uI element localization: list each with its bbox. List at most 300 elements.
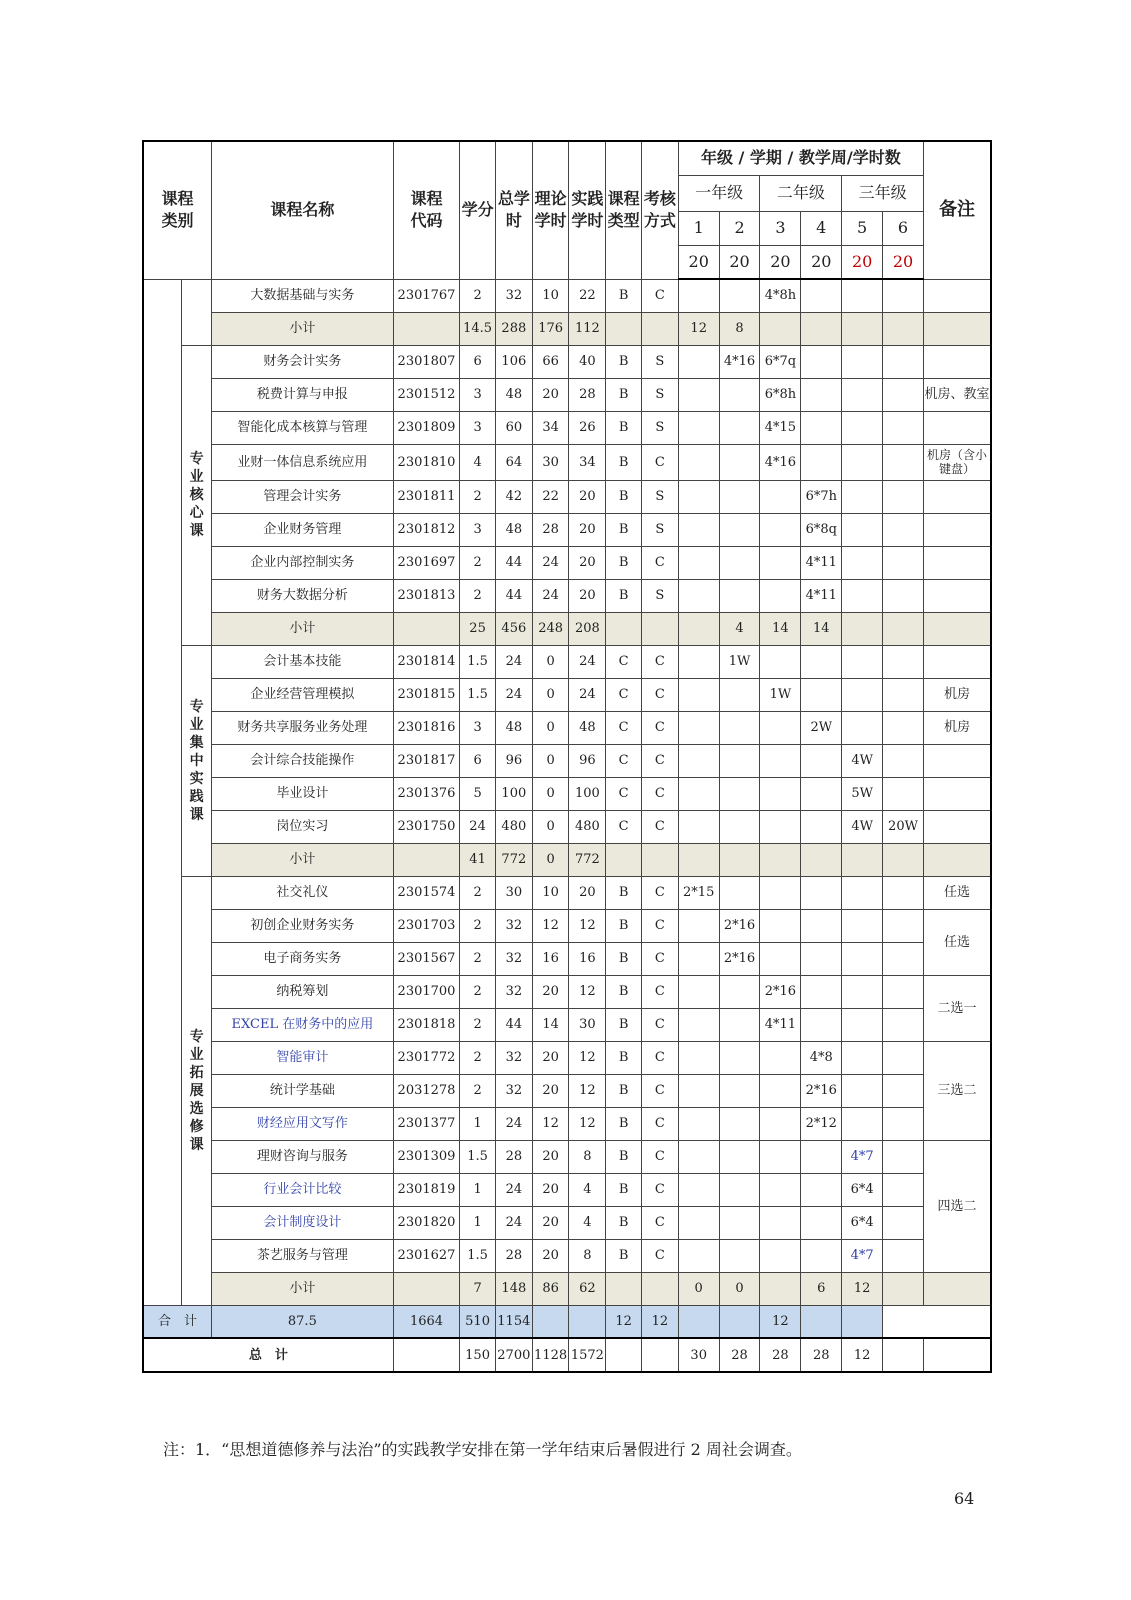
table-row <box>143 876 991 909</box>
credit: 1 <box>460 1107 496 1140</box>
table-header <box>143 141 991 279</box>
total-cell: 1572 <box>569 1338 606 1372</box>
course-code: 2301809 <box>393 411 459 444</box>
sem-2 <box>719 513 760 546</box>
sem-5 <box>842 1041 883 1074</box>
total-hours: 24 <box>495 1206 532 1239</box>
course-type: B <box>606 513 642 546</box>
sem-4 <box>801 411 842 444</box>
assessment <box>642 612 679 645</box>
course-code: 2301810 <box>393 444 459 480</box>
sem-6 <box>883 645 924 678</box>
sem-4 <box>801 312 842 345</box>
course-name: 财务会计实务 <box>211 345 393 378</box>
sem-4 <box>801 1173 842 1206</box>
assessment: C <box>642 777 679 810</box>
credit: 3 <box>460 513 496 546</box>
course-type: C <box>606 645 642 678</box>
practice-hours: 12 <box>569 1074 606 1107</box>
sem-3: 6*8h <box>760 378 801 411</box>
note: 机房（含小键盘） <box>923 444 991 480</box>
header-semester: 2 <box>719 211 760 245</box>
sem-5 <box>842 711 883 744</box>
theory-hours: 248 <box>532 612 569 645</box>
sem-1 <box>678 345 719 378</box>
total-hours: 24 <box>495 678 532 711</box>
table-row <box>143 1107 991 1140</box>
sem-5 <box>842 513 883 546</box>
course-type: B <box>606 279 642 312</box>
assessment: S <box>642 378 679 411</box>
sem-5: 6*4 <box>842 1206 883 1239</box>
course-name: 企业经营管理模拟 <box>211 678 393 711</box>
sem-2: 8 <box>719 312 760 345</box>
sem-5 <box>842 876 883 909</box>
course-name: 纳税筹划 <box>211 975 393 1008</box>
table-row <box>143 744 991 777</box>
header-assessment: 考核方式 <box>642 141 679 279</box>
sem-3 <box>760 876 801 909</box>
sem-3 <box>760 1272 801 1305</box>
credit: 2 <box>460 579 496 612</box>
sem-3 <box>760 744 801 777</box>
theory-hours: 20 <box>532 1140 569 1173</box>
course-name: 小计 <box>211 1272 393 1305</box>
credit: 4 <box>460 444 496 480</box>
sem-4 <box>801 1206 842 1239</box>
sem-2 <box>719 279 760 312</box>
note <box>923 777 991 810</box>
sem-4 <box>719 1305 760 1338</box>
sem-2 <box>719 579 760 612</box>
sem-3: 1W <box>760 678 801 711</box>
course-code <box>393 1272 459 1305</box>
course-type <box>606 843 642 876</box>
sem-6 <box>883 1107 924 1140</box>
sem-2 <box>719 1008 760 1041</box>
sem-6 <box>883 378 924 411</box>
total-hours: 28 <box>495 1239 532 1272</box>
sem-3 <box>760 909 801 942</box>
sem-2 <box>719 1239 760 1272</box>
sem-4: 4*11 <box>801 546 842 579</box>
total-hours: 64 <box>495 444 532 480</box>
course-type: B <box>606 876 642 909</box>
header-weeks: 20 <box>801 245 842 279</box>
practice-hours: 12 <box>569 1041 606 1074</box>
credit: 24 <box>460 810 496 843</box>
sem-2: 0 <box>719 1272 760 1305</box>
category-blank-outer <box>143 279 182 1305</box>
credit: 2 <box>460 942 496 975</box>
total-cell <box>883 1338 924 1372</box>
course-code: 2301512 <box>393 378 459 411</box>
sem-5 <box>842 1107 883 1140</box>
course-type: B <box>606 1107 642 1140</box>
total-cell: 28 <box>801 1338 842 1372</box>
sem-6 <box>883 579 924 612</box>
credit: 6 <box>460 345 496 378</box>
total-label: 总 计 <box>143 1338 393 1372</box>
theory-hours: 24 <box>532 579 569 612</box>
credit: 41 <box>460 843 496 876</box>
sem-3: 6*7q <box>760 345 801 378</box>
sem-6 <box>883 777 924 810</box>
sem-1: 12 <box>678 312 719 345</box>
course-type: B <box>606 1008 642 1041</box>
sem-3 <box>678 1305 719 1338</box>
sem-1 <box>678 480 719 513</box>
course-code: 2301703 <box>393 909 459 942</box>
header-weeks: 20 <box>883 245 924 279</box>
sem-5: 4W <box>842 810 883 843</box>
note <box>923 579 991 612</box>
note <box>923 810 991 843</box>
sem-4 <box>801 678 842 711</box>
sem-4: 2W <box>801 711 842 744</box>
course-type: B <box>606 444 642 480</box>
course-type: C <box>606 810 642 843</box>
sem-4: 2*16 <box>801 1074 842 1107</box>
assessment <box>642 843 679 876</box>
assessment: C <box>642 744 679 777</box>
course-name: 智能化成本核算与管理 <box>211 411 393 444</box>
course-type: B <box>606 1206 642 1239</box>
theory-hours: 20 <box>532 1239 569 1272</box>
sem-1 <box>678 579 719 612</box>
total-hours: 1664 <box>393 1305 459 1338</box>
category-label: 专业集中实践课 <box>189 698 204 823</box>
course-name: 毕业设计 <box>211 777 393 810</box>
table-row <box>143 345 991 378</box>
course-code: 2301816 <box>393 711 459 744</box>
note: 机房、教室 <box>923 378 991 411</box>
sem-3 <box>760 1239 801 1272</box>
grand-subtotal-row <box>143 1305 991 1338</box>
theory-hours: 34 <box>532 411 569 444</box>
assessment: C <box>642 1140 679 1173</box>
table-row <box>143 444 991 480</box>
subtotal-row <box>143 843 991 876</box>
sem-3 <box>760 843 801 876</box>
sem-6 <box>883 312 924 345</box>
credit: 14.5 <box>460 312 496 345</box>
sem-6 <box>883 1008 924 1041</box>
total-hours: 48 <box>495 513 532 546</box>
sem-6 <box>883 1140 924 1173</box>
sem-4 <box>801 444 842 480</box>
course-code: 2301627 <box>393 1239 459 1272</box>
theory-hours: 510 <box>460 1305 496 1338</box>
practice-hours: 12 <box>569 1107 606 1140</box>
theory-hours: 12 <box>532 1107 569 1140</box>
course-name: 茶艺服务与管理 <box>211 1239 393 1272</box>
sem-2 <box>719 843 760 876</box>
total-hours: 32 <box>495 1041 532 1074</box>
note: 机房 <box>923 711 991 744</box>
course-type: C <box>606 678 642 711</box>
sem-2 <box>719 480 760 513</box>
header-semester: 4 <box>801 211 842 245</box>
practice-hours: 8 <box>569 1140 606 1173</box>
theory-hours: 20 <box>532 1173 569 1206</box>
sem-6 <box>883 411 924 444</box>
sem-1 <box>678 942 719 975</box>
credit: 1.5 <box>460 1239 496 1272</box>
course-code: 2301309 <box>393 1140 459 1173</box>
total-hours: 32 <box>495 1074 532 1107</box>
course-type: B <box>606 1239 642 1272</box>
course-type <box>532 1305 569 1338</box>
sem-2 <box>719 876 760 909</box>
sem-3 <box>760 942 801 975</box>
header-year-1: 一年级 <box>678 175 760 211</box>
sem-4 <box>801 645 842 678</box>
sem-1 <box>678 1041 719 1074</box>
sem-3 <box>760 1107 801 1140</box>
assessment: C <box>642 1107 679 1140</box>
assessment: C <box>642 279 679 312</box>
sem-4: 6*7h <box>801 480 842 513</box>
total-hours: 30 <box>495 876 532 909</box>
theory-hours: 0 <box>532 810 569 843</box>
sem-4 <box>801 1239 842 1272</box>
sem-4 <box>801 975 842 1008</box>
sem-3 <box>760 480 801 513</box>
practice-hours: 22 <box>569 279 606 312</box>
sem-2 <box>719 1173 760 1206</box>
credit: 3 <box>460 411 496 444</box>
total-hours: 28 <box>495 1140 532 1173</box>
theory-hours: 86 <box>532 1272 569 1305</box>
credit: 2 <box>460 546 496 579</box>
sem-5: 12 <box>842 1272 883 1305</box>
practice-hours: 34 <box>569 444 606 480</box>
subtotal-row <box>143 312 991 345</box>
assessment: C <box>642 942 679 975</box>
sem-4 <box>801 843 842 876</box>
sem-5: 4W <box>842 744 883 777</box>
theory-hours: 24 <box>532 546 569 579</box>
total-hours: 24 <box>495 1107 532 1140</box>
sem-5: 6*4 <box>842 1173 883 1206</box>
sem-4 <box>801 777 842 810</box>
assessment: C <box>642 1074 679 1107</box>
theory-hours: 0 <box>532 843 569 876</box>
course-type <box>606 312 642 345</box>
header-weeks: 20 <box>678 245 719 279</box>
note <box>923 612 991 645</box>
sem-3 <box>760 1074 801 1107</box>
sem-2: 1W <box>719 645 760 678</box>
total-cell: 12 <box>842 1338 883 1372</box>
practice-hours: 20 <box>569 876 606 909</box>
practice-hours: 20 <box>569 513 606 546</box>
course-type: B <box>606 579 642 612</box>
assessment: S <box>642 345 679 378</box>
assessment: C <box>642 810 679 843</box>
table-row <box>143 279 991 312</box>
sem-3 <box>760 579 801 612</box>
sem-2 <box>719 1107 760 1140</box>
sem-6 <box>883 843 924 876</box>
table-row <box>143 909 991 942</box>
assessment <box>642 312 679 345</box>
sem-3 <box>760 513 801 546</box>
total-cell: 150 <box>460 1338 496 1372</box>
course-name: 财务共享服务业务处理 <box>211 711 393 744</box>
sem-1 <box>678 1008 719 1041</box>
sem-4 <box>801 1140 842 1173</box>
total-hours: 60 <box>495 411 532 444</box>
total-cell <box>642 1338 679 1372</box>
practice-hours: 480 <box>569 810 606 843</box>
sem-6 <box>883 612 924 645</box>
credit: 2 <box>460 480 496 513</box>
sem-5 <box>842 975 883 1008</box>
total-cell <box>923 1338 991 1372</box>
course-name: 会计制度设计 <box>211 1206 393 1239</box>
sem-3: 2*16 <box>760 975 801 1008</box>
practice-hours: 112 <box>569 312 606 345</box>
sem-3 <box>760 546 801 579</box>
sem-5: 4*7 <box>842 1140 883 1173</box>
sem-6 <box>883 1272 924 1305</box>
table-row <box>143 1140 991 1173</box>
sem-2 <box>719 1206 760 1239</box>
sem-5: 12 <box>760 1305 801 1338</box>
header-theory-hours: 理论学时 <box>532 141 569 279</box>
sem-1: 2*15 <box>678 876 719 909</box>
course-code: 2301819 <box>393 1173 459 1206</box>
sem-6 <box>883 279 924 312</box>
practice-hours: 12 <box>569 909 606 942</box>
sem-6 <box>883 678 924 711</box>
header-total-hours: 总学时 <box>495 141 532 279</box>
course-name: 智能审计 <box>211 1041 393 1074</box>
sem-4: 6*8q <box>801 513 842 546</box>
assessment: C <box>642 678 679 711</box>
sem-2 <box>719 1041 760 1074</box>
sem-3 <box>760 711 801 744</box>
header-semester: 3 <box>760 211 801 245</box>
course-name: 财经应用文写作 <box>211 1107 393 1140</box>
footnote: 注：1．“思想道德修养与法治”的实践教学安排在第一学年结束后暑假进行 2 周社会调查。 <box>163 1440 802 1459</box>
assessment <box>642 1272 679 1305</box>
sem-2 <box>719 744 760 777</box>
course-code: 2301813 <box>393 579 459 612</box>
sem-5 <box>842 279 883 312</box>
category-elective <box>182 876 212 1305</box>
sem-2 <box>719 678 760 711</box>
assessment: C <box>642 1239 679 1272</box>
credit: 2 <box>460 1008 496 1041</box>
sem-6 <box>883 1074 924 1107</box>
theory-hours: 20 <box>532 975 569 1008</box>
sem-2 <box>719 1074 760 1107</box>
table-row <box>143 1206 991 1239</box>
category-practice <box>182 645 212 876</box>
course-type: C <box>606 711 642 744</box>
course-name: 小计 <box>211 612 393 645</box>
table-row <box>143 579 991 612</box>
table-row <box>143 975 991 1008</box>
sem-6 <box>883 1239 924 1272</box>
course-type: B <box>606 345 642 378</box>
course-code: 2301807 <box>393 345 459 378</box>
course-name: 小计 <box>211 843 393 876</box>
theory-hours: 14 <box>532 1008 569 1041</box>
sem-4 <box>801 876 842 909</box>
credit: 2 <box>460 975 496 1008</box>
sem-3 <box>760 777 801 810</box>
sem-1 <box>678 810 719 843</box>
sem-5 <box>842 411 883 444</box>
table-row <box>143 1008 991 1041</box>
sem-1 <box>678 909 719 942</box>
sem-4 <box>801 744 842 777</box>
sem-1 <box>678 411 719 444</box>
course-type: B <box>606 1041 642 1074</box>
sem-3 <box>760 1140 801 1173</box>
note: 任选 <box>923 909 991 975</box>
practice-hours: 20 <box>569 480 606 513</box>
total-hours: 24 <box>495 645 532 678</box>
total-hours: 32 <box>495 279 532 312</box>
sem-4 <box>801 942 842 975</box>
header-credit: 学分 <box>460 141 496 279</box>
sem-5: 5W <box>842 777 883 810</box>
sem-6 <box>883 513 924 546</box>
sem-3 <box>760 1206 801 1239</box>
sem-1: 0 <box>678 1272 719 1305</box>
sem-3 <box>760 312 801 345</box>
category-blank-inner <box>182 279 212 345</box>
table-row <box>143 810 991 843</box>
sem-6 <box>883 744 924 777</box>
sem-2: 2*16 <box>719 942 760 975</box>
total-hours: 48 <box>495 711 532 744</box>
sem-1 <box>678 444 719 480</box>
page-number: 64 <box>954 1489 975 1508</box>
course-name: 大数据基础与实务 <box>211 279 393 312</box>
course-code: 2301750 <box>393 810 459 843</box>
theory-hours: 10 <box>532 279 569 312</box>
course-code: 2301812 <box>393 513 459 546</box>
assessment: C <box>642 1008 679 1041</box>
sem-1 <box>678 513 719 546</box>
course-name: 社交礼仪 <box>211 876 393 909</box>
sem-4: 4*8 <box>801 1041 842 1074</box>
sem-3: 4*16 <box>760 444 801 480</box>
sem-5 <box>842 480 883 513</box>
sem-5 <box>842 444 883 480</box>
total-hours: 100 <box>495 777 532 810</box>
sem-4: 2*12 <box>801 1107 842 1140</box>
header-note: 备注 <box>923 141 991 279</box>
theory-hours: 0 <box>532 678 569 711</box>
course-type: B <box>606 378 642 411</box>
total-hours: 48 <box>495 378 532 411</box>
course-name: EXCEL 在财务中的应用 <box>211 1008 393 1041</box>
note <box>923 744 991 777</box>
note: 机房 <box>923 678 991 711</box>
sem-6 <box>883 876 924 909</box>
total-cell: 1128 <box>532 1338 569 1372</box>
practice-hours: 62 <box>569 1272 606 1305</box>
sem-1 <box>678 744 719 777</box>
sem-5 <box>842 942 883 975</box>
